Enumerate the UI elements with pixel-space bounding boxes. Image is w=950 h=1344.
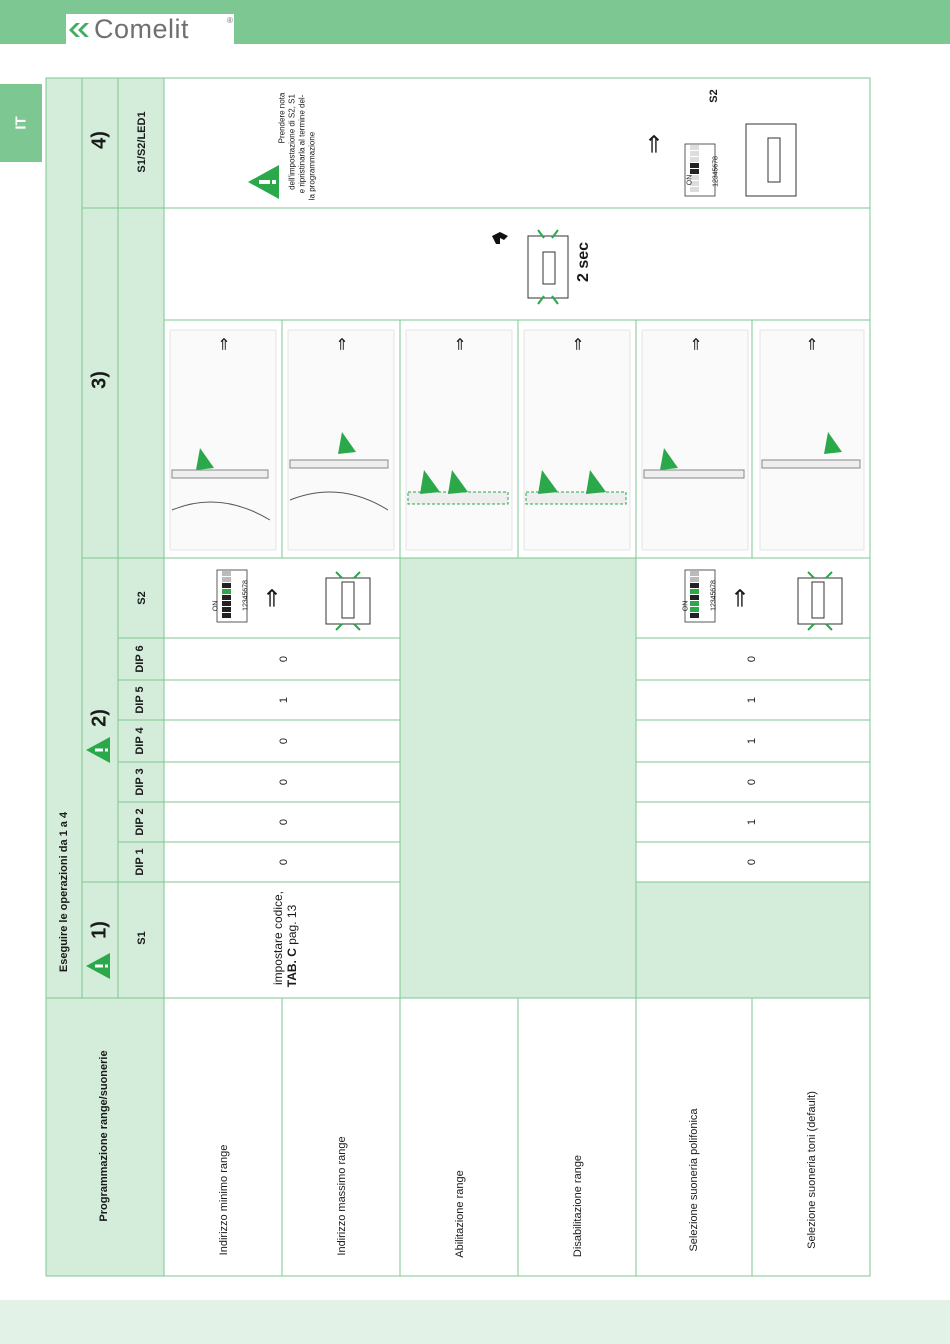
hand-press-illustration [760,330,864,550]
arrow-icon: ⇒ [726,587,754,609]
registered-mark: ® [227,16,233,25]
dip-value: 0 [278,655,290,663]
step-3-label: 3) [88,371,111,389]
arrow-icon: ⇒ [216,337,233,351]
step-2-label: 2) [88,709,111,727]
dip-value: 1 [278,696,290,704]
col-header-s2: S2 [136,591,148,605]
hand-press-illustration [406,330,512,550]
dip-value: 1 [746,696,758,704]
led-module-icon [326,578,370,624]
arrow-icon: ⇒ [688,337,705,351]
note-line: Prendere nota [277,92,287,144]
arrow-icon: ⇒ [452,337,469,351]
col-header-s1: S1 [136,931,148,945]
note-line: e ripristinarla al termine del- [297,94,307,194]
led-module-icon [746,124,796,196]
row-label: Disabilitazione range [572,1154,584,1258]
hand-press-illustration [524,330,630,550]
step-1-label: 1) [88,921,111,939]
dip-numbers: 1 2 3 4 5 6 7 8 [712,157,720,187]
dip-value: 0 [746,858,758,866]
col-header-dip2: DIP 2 [134,808,146,836]
timer-label: 2 sec [575,241,592,283]
buzzer-icon [492,232,508,244]
dip-value: 0 [278,858,290,866]
note-line: la programmazione [307,131,317,201]
col-header-dip3: DIP 3 [134,768,146,796]
s1-instruction-line2 [285,905,299,987]
col-header-dip6: DIP 6 [134,645,146,673]
s2-label: S2 [708,89,720,103]
dip-value: 1 [746,818,758,826]
hand-press-illustration [288,330,394,550]
logo-text: Comelit [94,14,190,44]
dip-numbers: 1 2 3 4 5 6 7 8 [242,581,250,611]
empty-ringer-block [636,882,870,998]
hand-press-illustration [170,330,276,550]
section-title: Programmazione range/suonerie [98,1050,110,1222]
s1-instruction-line1: impostare codice, [271,890,285,986]
instruction-text: Eseguire le operazioni da 1 a 4 [58,811,70,973]
dip-value: 1 [746,737,758,745]
col-header-dip5: DIP 5 [134,686,146,714]
col-header-s1s2led1: S1/S2/LED1 [136,111,148,173]
empty-range-block [400,558,636,998]
arrow-icon: ⇒ [804,337,821,351]
led-module-icon [798,578,842,624]
col-header-dip1: DIP 1 [134,848,146,876]
step-4-label: 4) [88,131,111,149]
arrow-icon: ⇒ [334,337,351,351]
row-label: Selezione suoneria toni (default) [806,1091,818,1249]
note-line: dell'impostazione di S2, S1 [287,94,297,190]
arrow-icon: ⇒ [570,337,587,351]
dip-on-label: ON [682,600,690,612]
dip-numbers: 1 2 3 4 5 6 7 8 [710,581,718,611]
dip-on-label: ON [686,174,694,186]
language-label: IT [12,116,30,130]
warning-icon [248,165,279,199]
row-label: Selezione suoneria polifonica [688,1108,700,1252]
dip-value: 0 [746,655,758,663]
arrow-icon: ⇒ [258,587,286,609]
dip-on-label: ON [212,600,220,612]
dip-value: 0 [278,818,290,826]
page-ref: pag. 13 [285,904,299,949]
dip-value: 0 [746,778,758,786]
footer-band [0,1300,950,1344]
led-module-icon [528,236,568,298]
hand-press-illustration [642,330,748,550]
col-header-dip4: DIP 4 [134,727,146,755]
row-label: Indirizzo massimo range [336,1136,348,1256]
row-label: Indirizzo minimo range [218,1144,230,1256]
dip-switch-icon [685,144,715,196]
arrow-icon: ⇒ [640,133,668,155]
row-label: Abilitazione range [454,1170,466,1258]
dip-value: 0 [278,778,290,786]
header-column [82,78,164,998]
table-ref: TAB. C [285,948,299,988]
dip-value: 0 [278,737,290,745]
